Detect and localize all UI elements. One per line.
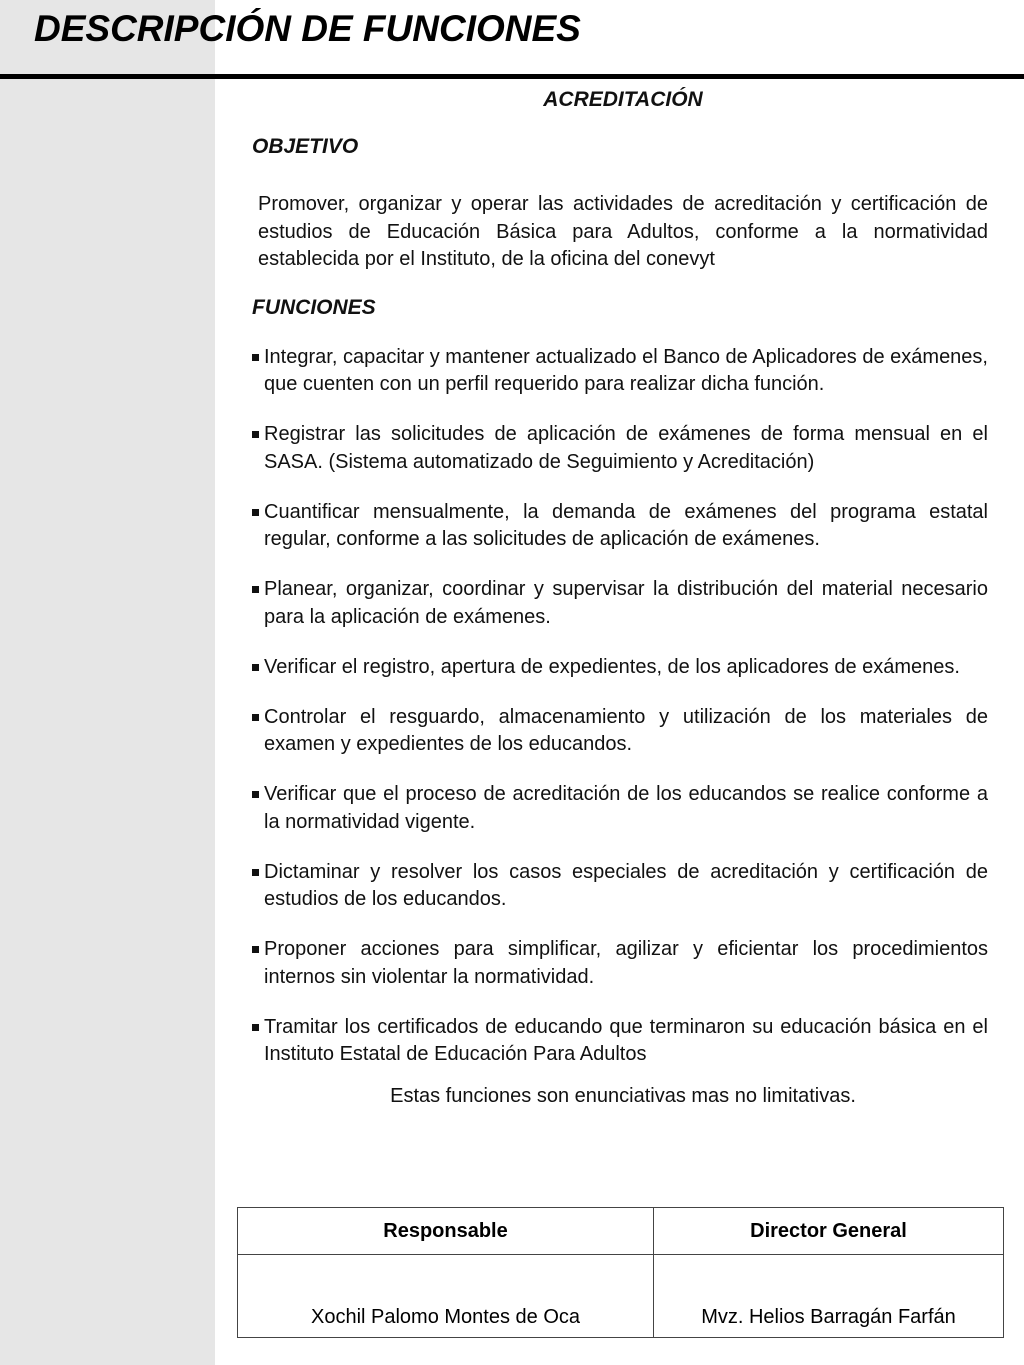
function-item-text: Cuantificar mensualmente, la demanda de exámenes del programa estatal regular, conforme a las solicitudes de aplicación de exámenes. — [264, 500, 988, 550]
function-item — [238, 654, 988, 682]
function-item-text: Registrar las solicitudes de aplicación de exámenes de forma mensual en el SASA. (Sistema automatizado de Seguimiento y Acreditación) — [264, 423, 988, 473]
title-divider — [0, 74, 1024, 79]
function-item-text: Controlar el resguardo, almacenamiento y utilización de los materiales de examen y expedientes de los educandos. — [264, 705, 988, 755]
square-bullet-icon — [252, 1024, 259, 1031]
closing-note: Estas funciones son enunciativas mas no limitativas. — [390, 1085, 856, 1107]
square-bullet-icon — [252, 791, 259, 798]
function-item — [238, 344, 988, 399]
signature-table — [237, 1207, 1004, 1338]
left-margin-band — [0, 0, 215, 1365]
function-item-text: Tramitar los certificados de educando que terminaron su educación básica en el Instituto Estatal de Educación Para Adultos — [264, 1015, 988, 1065]
square-bullet-icon — [252, 509, 259, 516]
function-item — [238, 1014, 988, 1069]
responsable-label: Responsable — [238, 1208, 654, 1255]
signature-name-row — [238, 1255, 1004, 1338]
functions-list — [238, 344, 988, 1069]
director-label: Director General — [654, 1208, 1004, 1255]
function-item-text: Integrar, capacitar y mantener actualizado el Banco de Aplicadores de exámenes, que cuenten con un perfil requerido para realizar dicha función. — [264, 345, 988, 395]
area-heading: ACREDITACIÓN — [543, 88, 703, 111]
document-body — [238, 88, 988, 1111]
square-bullet-icon — [252, 431, 259, 438]
square-bullet-icon — [252, 586, 259, 593]
function-item — [238, 576, 988, 631]
function-item — [238, 936, 988, 991]
responsable-name: Xochil Palomo Montes de Oca — [238, 1255, 654, 1338]
square-bullet-icon — [252, 869, 259, 876]
objective-heading: OBJETIVO — [252, 135, 359, 158]
function-item-text: Verificar que el proceso de acreditación de los educandos se realice conforme a la normatividad vigente. — [264, 783, 988, 833]
director-name: Mvz. Helios Barragán Farfán — [654, 1255, 1004, 1338]
square-bullet-icon — [252, 946, 259, 953]
signature-header-row — [238, 1208, 1004, 1255]
function-item — [238, 859, 988, 914]
function-item-text: Proponer acciones para simplificar, agilizar y eficientar los procedimientos internos sin violentar la normatividad. — [264, 938, 988, 988]
function-item — [238, 704, 988, 759]
function-item — [238, 781, 988, 836]
square-bullet-icon — [252, 354, 259, 361]
function-item-text: Verificar el registro, apertura de expedientes, de los aplicadores de exámenes. — [264, 655, 960, 678]
function-item-text: Dictaminar y resolver los casos especiales de acreditación y certificación de estudios de los educandos. — [264, 860, 988, 910]
square-bullet-icon — [252, 664, 259, 671]
objective-text: Promover, organizar y operar las actividades de acreditación y certificación de estudios de Educación Básica para Adultos, conforme a la normatividad establecida por el Instituto, de la oficina del conevyt — [258, 193, 988, 270]
function-item-text: Planear, organizar, coordinar y supervisar la distribución del material necesario para la aplicación de exámenes. — [264, 578, 988, 628]
functions-heading: FUNCIONES — [252, 295, 376, 319]
function-item — [238, 499, 988, 554]
square-bullet-icon — [252, 714, 259, 721]
function-item — [238, 421, 988, 476]
page-title: DESCRIPCIÓN DE FUNCIONES — [34, 8, 581, 49]
